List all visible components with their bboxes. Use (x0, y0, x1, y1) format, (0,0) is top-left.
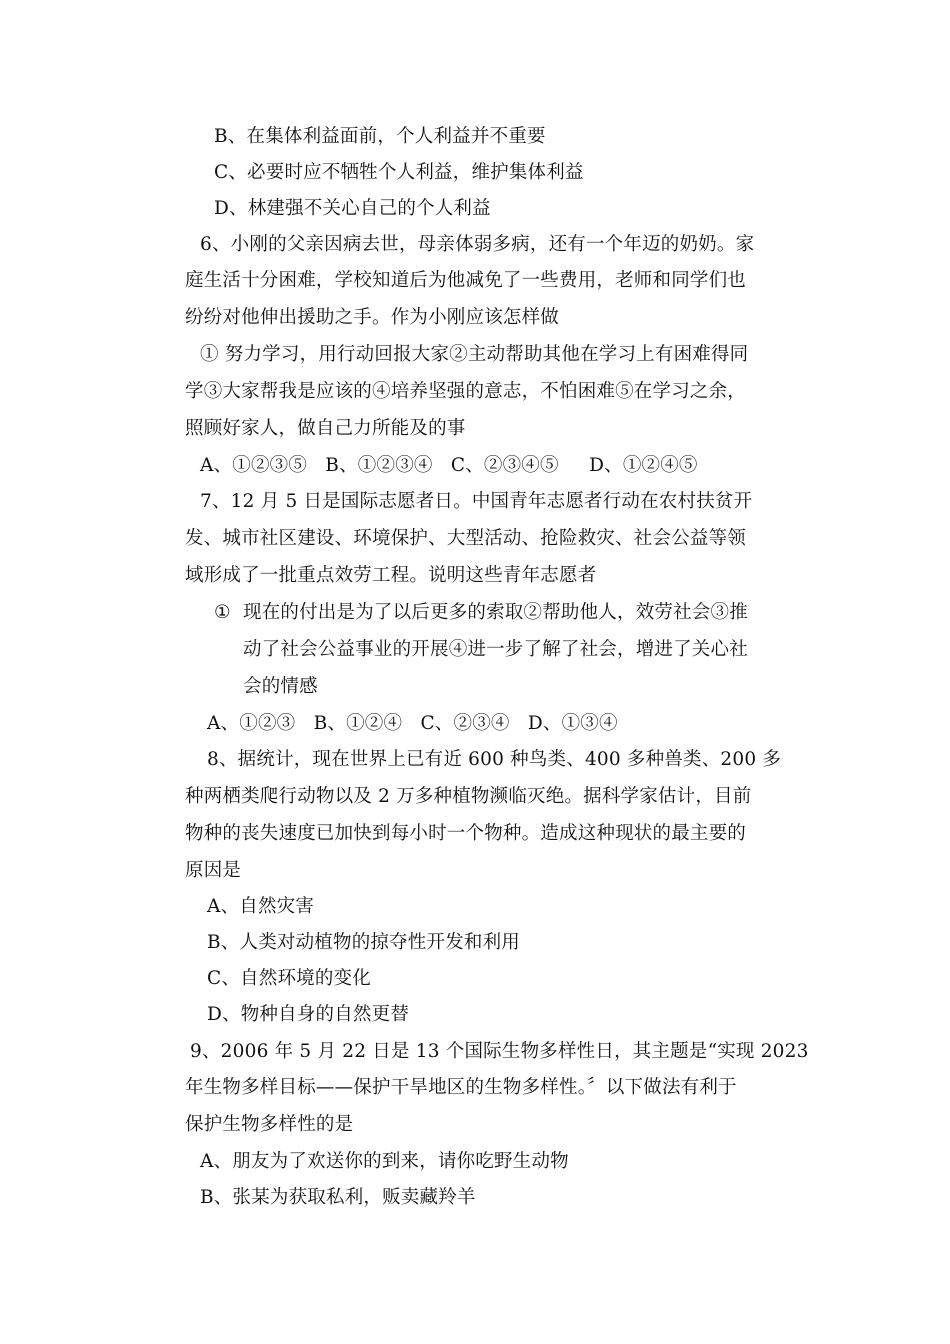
q7-stem-line-1: 7、12 月 5 日是国际志愿者日。中国青年志愿者行动在农村扶贫开 (200, 491, 753, 512)
q6-stem-line-2: 庭生活十分困难，学校知道后为他减免了一些费用，老师和同学们也 (185, 270, 747, 291)
q8-stem-line-3: 物种的丧失速度已加快到每小时一个物种。造成这种现状的最主要的 (185, 823, 747, 844)
q6-stem-line-1: 6、小刚的父亲因病去世，母亲体弱多病，还有一个年迈的奶奶。家 (200, 234, 755, 255)
q8-option-d: D、物种自身的自然更替 (207, 1004, 410, 1025)
q7-stem-line-2: 发、城市社区建设、环境保护、大型活动、抢险救灾、社会公益等领 (185, 528, 747, 549)
q5-option-d: D、林建强不关心自己的个人利益 (214, 198, 491, 219)
q9-stem-line-2: 年生物多样目标——保护干旱地区的生物多样性。〞以下做法有利于 (185, 1077, 737, 1098)
q5-option-b: B、在集体利益面前，个人利益并不重要 (214, 126, 546, 147)
q8-option-b: B、人类对动植物的掠夺性开发和利用 (207, 932, 520, 953)
q7-statement-line-3: 会的情感 (243, 676, 318, 697)
q8-option-c: C、自然环境的变化 (207, 968, 371, 989)
q7-statement-line-1: 现在的付出是为了以后更多的索取②帮助他人，效劳社会③推 (243, 602, 748, 623)
q7-statement-marker: ① (214, 602, 231, 623)
q6-options: A、①②③⑤ B、①②③④ C、②③④⑤ D、①②④⑤ (200, 455, 698, 476)
q6-statement-line-1: ① 努力学习，用行动回报大家②主动帮助其他在学习上有困难得同 (200, 344, 749, 365)
q7-options: A、①②③ B、①②④ C、②③④ D、①③④ (207, 713, 618, 734)
q5-option-c: C、必要时应不牺牲个人利益，维护集体利益 (214, 162, 584, 183)
q8-stem-line-4: 原因是 (185, 860, 242, 881)
q9-option-b: B、张某为获取私利，贩卖藏羚羊 (200, 1187, 476, 1208)
q6-stem-line-3: 纷纷对他伸出援助之手。作为小刚应该怎样做 (185, 307, 560, 328)
q8-stem-line-2: 种两栖类爬行动物以及 2 万多种植物濒临灭绝。据科学家估计，目前 (185, 786, 752, 807)
q8-option-a: A、自然灾害 (207, 896, 315, 917)
q7-statement-line-2: 动了社会公益事业的开展④进一步了解了社会，增进了关心社 (243, 639, 748, 660)
q6-statement-line-2: 学③大家帮我是应该的④培养坚强的意志，不怕困难⑤在学习之余， (185, 381, 747, 402)
q7-stem-line-3: 域形成了一批重点效劳工程。说明这些青年志愿者 (185, 565, 597, 586)
q9-stem-line-1: 9、2006 年 5 月 22 日是 13 个国际生物多样性日，其主题是“实现 2023 (190, 1041, 809, 1062)
q8-stem-line-1: 8、据统计，现在世界上已有近 600 种鸟类、400 多种兽类、200 多 (207, 749, 782, 770)
q9-option-a: A、朋友为了欢送你的到来，请你吃野生动物 (200, 1151, 569, 1172)
q6-statement-line-3: 照顾好家人，做自己力所能及的事 (185, 418, 466, 439)
q9-stem-line-3: 保护生物多样性的是 (185, 1114, 354, 1135)
